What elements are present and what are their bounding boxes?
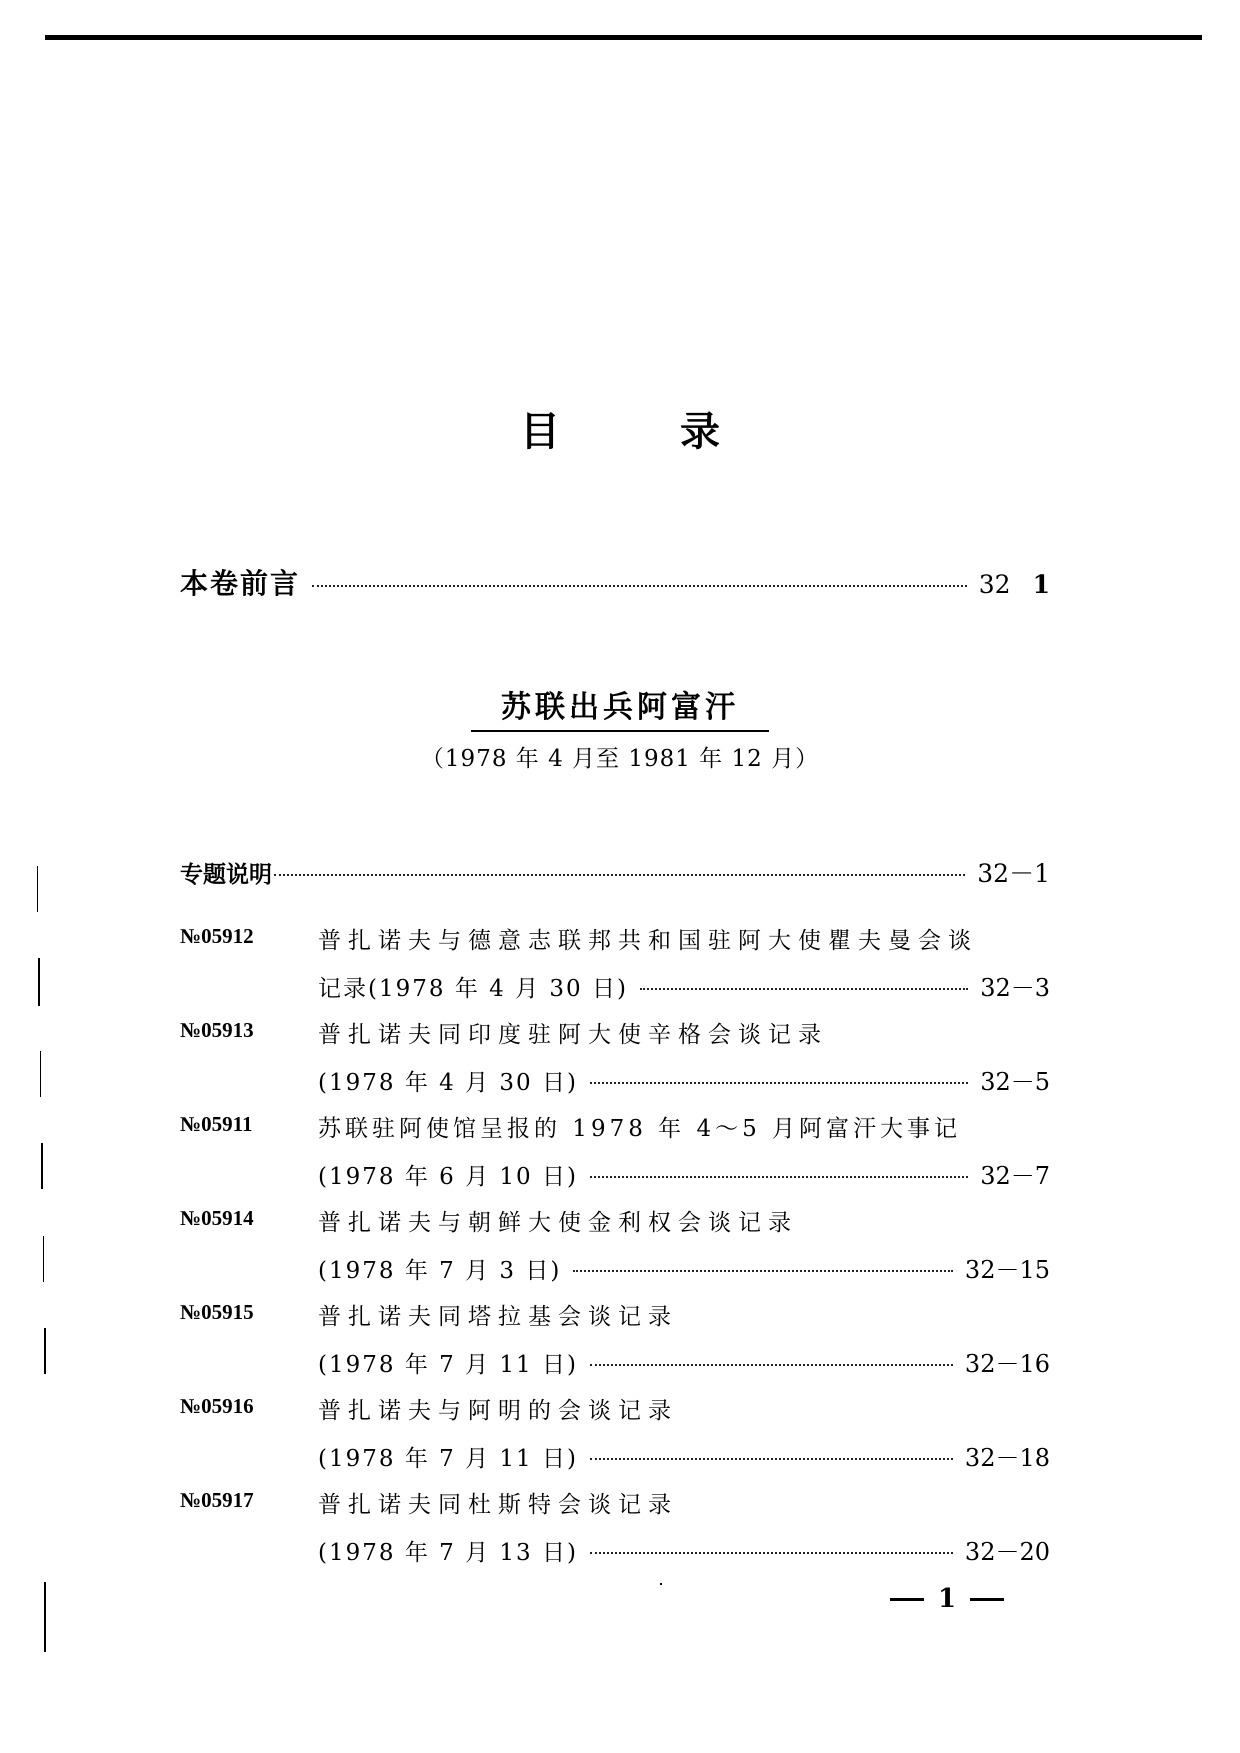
entry-page: 32－18 — [964, 1444, 1050, 1472]
margin-mark — [38, 958, 40, 1006]
toc-entry-intro[interactable] — [180, 854, 1050, 890]
dot-leader — [573, 1270, 953, 1272]
entry-page: 32－3 — [980, 974, 1050, 1002]
margin-mark — [37, 866, 38, 912]
entry-date: (1978 年 7 月 3 日) — [318, 1258, 562, 1284]
preface-page: 32 1 — [978, 570, 1050, 599]
entry-date-line[interactable] — [318, 1532, 1050, 1567]
entry-number: №05915 — [180, 1300, 254, 1324]
entry-date: (1978 年 6 月 10 日) — [318, 1164, 578, 1190]
entry-title[interactable]: 普扎诺夫同印度驻阿大使辛格会谈记录 — [318, 1022, 828, 1048]
intro-label: 专题说明 — [180, 862, 272, 888]
dot-leader — [590, 1552, 953, 1554]
margin-mark — [44, 1328, 46, 1374]
entry-date: (1978 年 7 月 11 日) — [318, 1352, 578, 1378]
entry-number: №05912 — [180, 924, 254, 948]
page-title-char-2: 录 — [680, 409, 720, 455]
dash-left — [890, 1598, 924, 1601]
dash-right — [970, 1598, 1004, 1601]
page-number — [890, 1584, 1004, 1614]
entry-number: №05913 — [180, 1018, 254, 1042]
entry-date: 记录(1978 年 4 月 30 日) — [318, 976, 628, 1002]
top-rule — [45, 35, 1202, 40]
entry-title[interactable]: 普扎诺夫同塔拉基会谈记录 — [318, 1304, 678, 1330]
entry-date-line[interactable] — [318, 968, 1050, 1003]
dot-leader — [274, 874, 965, 876]
entry-date-line[interactable] — [318, 1438, 1050, 1473]
entry-title[interactable]: 普扎诺夫与朝鲜大使金利权会谈记录 — [318, 1210, 798, 1236]
page-number-value: 1 — [938, 1584, 957, 1614]
scan-speck — [660, 1583, 662, 1585]
entry-title[interactable]: 普扎诺夫同杜斯特会谈记录 — [318, 1492, 678, 1518]
dot-leader — [590, 1458, 953, 1460]
margin-mark — [43, 1236, 44, 1282]
entry-date: (1978 年 7 月 11 日) — [318, 1446, 578, 1472]
entry-title[interactable]: 普扎诺夫与阿明的会谈记录 — [318, 1398, 678, 1424]
entry-number: №05911 — [180, 1112, 253, 1136]
intro-page: 32－1 — [977, 859, 1050, 888]
entry-title[interactable]: 普扎诺夫与德意志联邦共和国驻阿大使瞿夫曼会谈 — [318, 928, 978, 954]
dot-leader — [640, 988, 968, 990]
page-title — [0, 400, 1240, 457]
dot-leader — [590, 1082, 968, 1084]
margin-mark — [41, 1143, 43, 1189]
dot-leader — [590, 1176, 968, 1178]
entry-number: №05914 — [180, 1206, 254, 1230]
entry-page: 32－7 — [980, 1162, 1050, 1190]
dot-leader — [590, 1364, 953, 1366]
section-heading — [0, 682, 1240, 732]
entry-date-line[interactable] — [318, 1250, 1050, 1285]
section-date-range: （1978 年 4 月至 1981 年 12 月） — [420, 746, 820, 772]
toc-entry-preface[interactable] — [180, 562, 1050, 602]
entry-title[interactable]: 苏联驻阿使馆呈报的 1978 年 4～5 月阿富汗大事记 — [318, 1116, 962, 1142]
section-title: 苏联出兵阿富汗 — [471, 682, 769, 732]
entry-date-line[interactable] — [318, 1156, 1050, 1191]
margin-mark — [44, 1582, 46, 1652]
entry-number: №05917 — [180, 1488, 254, 1512]
entry-date: (1978 年 7 月 13 日) — [318, 1540, 578, 1566]
margin-mark — [40, 1051, 41, 1097]
entry-date-line[interactable] — [318, 1344, 1050, 1379]
preface-label: 本卷前言 — [180, 567, 301, 600]
entry-number: №05916 — [180, 1394, 254, 1418]
entry-date: (1978 年 4 月 30 日) — [318, 1070, 578, 1096]
entry-page: 32－20 — [964, 1538, 1050, 1566]
dot-leader — [312, 585, 967, 587]
entry-date-line[interactable] — [318, 1062, 1050, 1097]
page-title-char-1: 目 — [520, 409, 560, 455]
entry-page: 32－5 — [980, 1068, 1050, 1096]
entry-page: 32－15 — [964, 1256, 1050, 1284]
entry-page: 32－16 — [964, 1350, 1050, 1378]
